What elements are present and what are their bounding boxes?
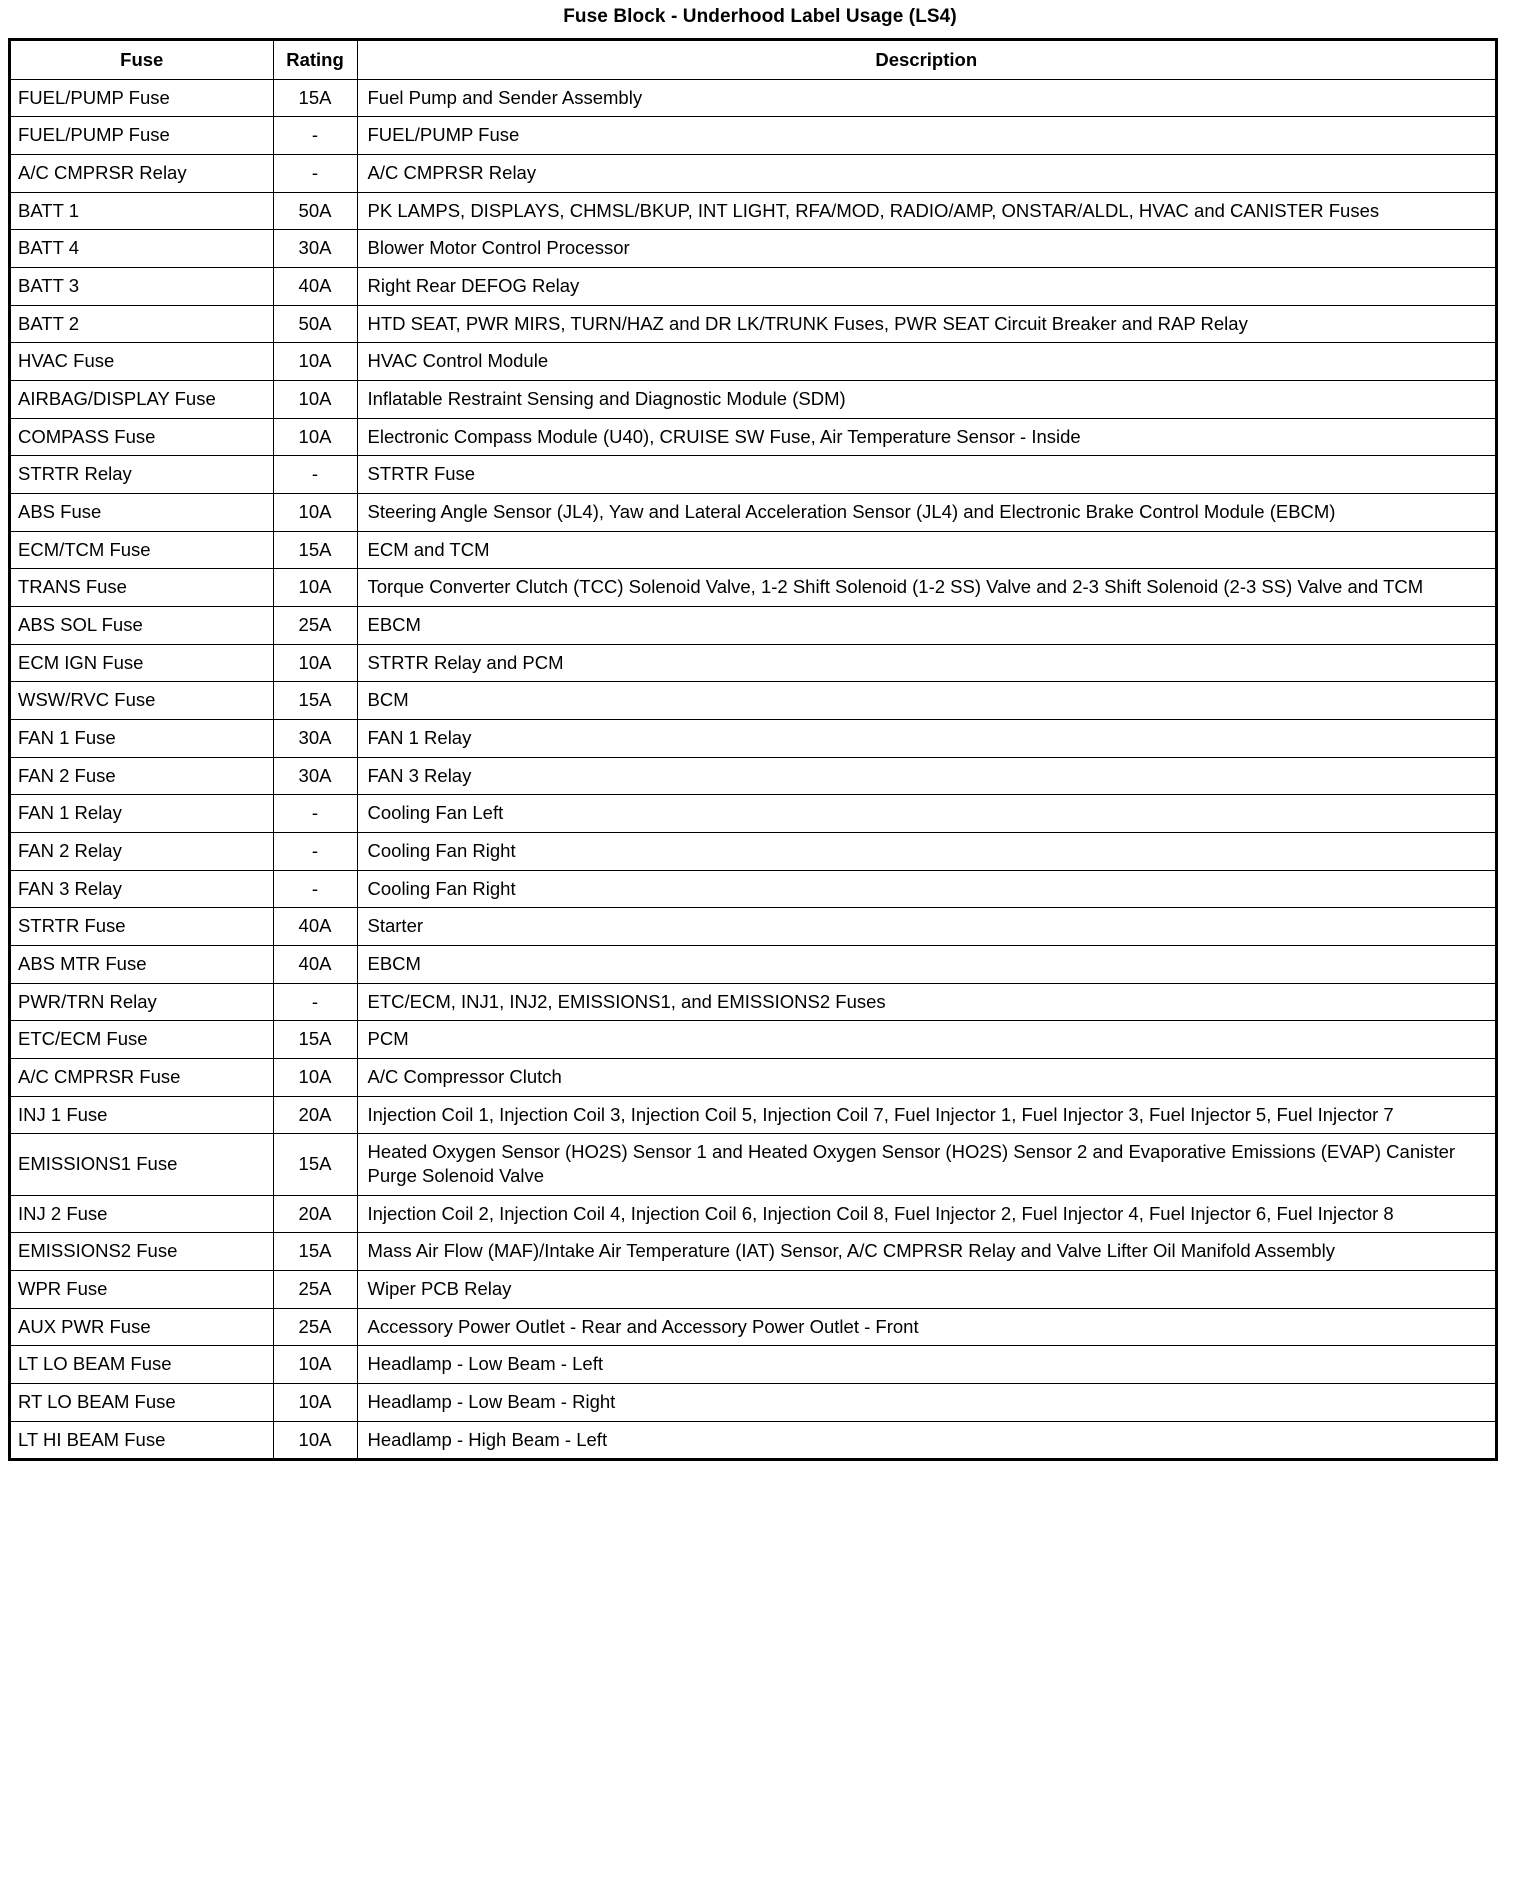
cell-description: EBCM bbox=[357, 945, 1495, 983]
cell-description: Fuel Pump and Sender Assembly bbox=[357, 79, 1495, 117]
cell-description: Headlamp - High Beam - Left bbox=[357, 1421, 1495, 1458]
cell-fuse: STRTR Relay bbox=[11, 456, 273, 494]
cell-description: Injection Coil 2, Injection Coil 4, Injection Coil 6, Injection Coil 8, Fuel Injector 2, Fuel Injector 4, Fuel Injector 6, Fuel Injector 8 bbox=[357, 1195, 1495, 1233]
cell-description: A/C CMPRSR Relay bbox=[357, 154, 1495, 192]
table-row bbox=[11, 1233, 1495, 1271]
cell-description: STRTR Relay and PCM bbox=[357, 644, 1495, 682]
table-row bbox=[11, 79, 1495, 117]
table-row bbox=[11, 1195, 1495, 1233]
cell-fuse: BATT 2 bbox=[11, 305, 273, 343]
column-header-description: Description bbox=[357, 41, 1495, 79]
cell-description: Cooling Fan Right bbox=[357, 832, 1495, 870]
cell-description: Injection Coil 1, Injection Coil 3, Injection Coil 5, Injection Coil 7, Fuel Injector 1, Fuel Injector 3, Fuel Injector 5, Fuel Injector 7 bbox=[357, 1096, 1495, 1134]
cell-fuse: STRTR Fuse bbox=[11, 908, 273, 946]
cell-description: Headlamp - Low Beam - Left bbox=[357, 1346, 1495, 1384]
cell-rating: 10A bbox=[273, 493, 357, 531]
cell-rating: 10A bbox=[273, 418, 357, 456]
cell-rating: 25A bbox=[273, 1308, 357, 1346]
cell-description: Wiper PCB Relay bbox=[357, 1271, 1495, 1309]
table-row bbox=[11, 117, 1495, 155]
cell-description: Cooling Fan Left bbox=[357, 795, 1495, 833]
cell-rating: 15A bbox=[273, 79, 357, 117]
cell-description: Headlamp - Low Beam - Right bbox=[357, 1384, 1495, 1422]
cell-fuse: FAN 1 Relay bbox=[11, 795, 273, 833]
cell-description: Cooling Fan Right bbox=[357, 870, 1495, 908]
cell-fuse: PWR/TRN Relay bbox=[11, 983, 273, 1021]
cell-description: Steering Angle Sensor (JL4), Yaw and Lateral Acceleration Sensor (JL4) and Electronic Brake Control Module (EBCM) bbox=[357, 493, 1495, 531]
table-row bbox=[11, 305, 1495, 343]
cell-fuse: BATT 3 bbox=[11, 267, 273, 305]
cell-rating: 50A bbox=[273, 192, 357, 230]
cell-fuse: FUEL/PUMP Fuse bbox=[11, 79, 273, 117]
cell-description: EBCM bbox=[357, 606, 1495, 644]
table-row bbox=[11, 908, 1495, 946]
cell-fuse: INJ 1 Fuse bbox=[11, 1096, 273, 1134]
cell-description: Blower Motor Control Processor bbox=[357, 230, 1495, 268]
table-row bbox=[11, 644, 1495, 682]
table-row bbox=[11, 1096, 1495, 1134]
cell-description: Inflatable Restraint Sensing and Diagnostic Module (SDM) bbox=[357, 380, 1495, 418]
cell-fuse: BATT 4 bbox=[11, 230, 273, 268]
cell-fuse: A/C CMPRSR Fuse bbox=[11, 1058, 273, 1096]
cell-fuse: HVAC Fuse bbox=[11, 343, 273, 381]
cell-fuse: EMISSIONS1 Fuse bbox=[11, 1134, 273, 1195]
cell-rating: 10A bbox=[273, 1346, 357, 1384]
cell-fuse: A/C CMPRSR Relay bbox=[11, 154, 273, 192]
cell-rating: - bbox=[273, 117, 357, 155]
fuse-usage-table bbox=[11, 41, 1495, 1458]
table-row bbox=[11, 795, 1495, 833]
cell-fuse: WSW/RVC Fuse bbox=[11, 682, 273, 720]
cell-fuse: FAN 3 Relay bbox=[11, 870, 273, 908]
cell-description: BCM bbox=[357, 682, 1495, 720]
cell-description: PK LAMPS, DISPLAYS, CHMSL/BKUP, INT LIGHT, RFA/MOD, RADIO/AMP, ONSTAR/ALDL, HVAC and CANISTER Fuses bbox=[357, 192, 1495, 230]
cell-fuse: ECM IGN Fuse bbox=[11, 644, 273, 682]
cell-description: PCM bbox=[357, 1021, 1495, 1059]
cell-rating: 15A bbox=[273, 682, 357, 720]
cell-description: FAN 3 Relay bbox=[357, 757, 1495, 795]
table-row bbox=[11, 1346, 1495, 1384]
cell-fuse: AIRBAG/DISPLAY Fuse bbox=[11, 380, 273, 418]
table-row bbox=[11, 1134, 1495, 1195]
cell-rating: 15A bbox=[273, 1021, 357, 1059]
cell-rating: - bbox=[273, 154, 357, 192]
cell-fuse: COMPASS Fuse bbox=[11, 418, 273, 456]
table-body bbox=[11, 79, 1495, 1458]
table-header bbox=[11, 41, 1495, 79]
cell-rating: 40A bbox=[273, 267, 357, 305]
cell-fuse: EMISSIONS2 Fuse bbox=[11, 1233, 273, 1271]
table-row bbox=[11, 569, 1495, 607]
table-row bbox=[11, 757, 1495, 795]
cell-rating: - bbox=[273, 795, 357, 833]
cell-rating: - bbox=[273, 983, 357, 1021]
cell-description: ETC/ECM, INJ1, INJ2, EMISSIONS1, and EMISSIONS2 Fuses bbox=[357, 983, 1495, 1021]
cell-description: Accessory Power Outlet - Rear and Accessory Power Outlet - Front bbox=[357, 1308, 1495, 1346]
cell-fuse: LT HI BEAM Fuse bbox=[11, 1421, 273, 1458]
column-header-fuse: Fuse bbox=[11, 41, 273, 79]
cell-rating: 25A bbox=[273, 606, 357, 644]
cell-rating: 40A bbox=[273, 945, 357, 983]
table-row bbox=[11, 343, 1495, 381]
cell-description: HVAC Control Module bbox=[357, 343, 1495, 381]
cell-fuse: ECM/TCM Fuse bbox=[11, 531, 273, 569]
cell-description: Electronic Compass Module (U40), CRUISE SW Fuse, Air Temperature Sensor - Inside bbox=[357, 418, 1495, 456]
cell-fuse: WPR Fuse bbox=[11, 1271, 273, 1309]
cell-rating: 10A bbox=[273, 569, 357, 607]
cell-rating: 10A bbox=[273, 1058, 357, 1096]
cell-rating: - bbox=[273, 456, 357, 494]
cell-rating: - bbox=[273, 832, 357, 870]
cell-description: Starter bbox=[357, 908, 1495, 946]
cell-description: Right Rear DEFOG Relay bbox=[357, 267, 1495, 305]
cell-rating: 10A bbox=[273, 343, 357, 381]
cell-rating: 30A bbox=[273, 719, 357, 757]
table-row bbox=[11, 945, 1495, 983]
table-row bbox=[11, 719, 1495, 757]
cell-description: A/C Compressor Clutch bbox=[357, 1058, 1495, 1096]
cell-fuse: BATT 1 bbox=[11, 192, 273, 230]
cell-fuse: LT LO BEAM Fuse bbox=[11, 1346, 273, 1384]
cell-rating: 10A bbox=[273, 1421, 357, 1458]
table-row bbox=[11, 380, 1495, 418]
cell-rating: - bbox=[273, 870, 357, 908]
cell-description: HTD SEAT, PWR MIRS, TURN/HAZ and DR LK/TRUNK Fuses, PWR SEAT Circuit Breaker and RAP Relay bbox=[357, 305, 1495, 343]
table-row bbox=[11, 1308, 1495, 1346]
cell-rating: 40A bbox=[273, 908, 357, 946]
cell-rating: 30A bbox=[273, 757, 357, 795]
cell-fuse: ABS MTR Fuse bbox=[11, 945, 273, 983]
cell-description: FAN 1 Relay bbox=[357, 719, 1495, 757]
cell-fuse: FAN 2 Fuse bbox=[11, 757, 273, 795]
cell-fuse: RT LO BEAM Fuse bbox=[11, 1384, 273, 1422]
cell-description: Torque Converter Clutch (TCC) Solenoid Valve, 1-2 Shift Solenoid (1-2 SS) Valve and 2-3 Shift Solenoid (2-3 SS) Valve and TCM bbox=[357, 569, 1495, 607]
cell-fuse: FUEL/PUMP Fuse bbox=[11, 117, 273, 155]
cell-rating: 15A bbox=[273, 1134, 357, 1195]
cell-fuse: TRANS Fuse bbox=[11, 569, 273, 607]
table-row bbox=[11, 267, 1495, 305]
cell-description: Mass Air Flow (MAF)/Intake Air Temperature (IAT) Sensor, A/C CMPRSR Relay and Valve Lifter Oil Manifold Assembly bbox=[357, 1233, 1495, 1271]
cell-fuse: FAN 1 Fuse bbox=[11, 719, 273, 757]
table-row bbox=[11, 1421, 1495, 1458]
table-row bbox=[11, 1384, 1495, 1422]
table-row bbox=[11, 606, 1495, 644]
table-row bbox=[11, 682, 1495, 720]
cell-description: ECM and TCM bbox=[357, 531, 1495, 569]
cell-description: FUEL/PUMP Fuse bbox=[357, 117, 1495, 155]
cell-fuse: INJ 2 Fuse bbox=[11, 1195, 273, 1233]
cell-fuse: ABS SOL Fuse bbox=[11, 606, 273, 644]
table-row bbox=[11, 192, 1495, 230]
cell-rating: 10A bbox=[273, 380, 357, 418]
table-row bbox=[11, 230, 1495, 268]
column-header-rating: Rating bbox=[273, 41, 357, 79]
cell-rating: 15A bbox=[273, 531, 357, 569]
cell-rating: 10A bbox=[273, 1384, 357, 1422]
cell-rating: 50A bbox=[273, 305, 357, 343]
table-row bbox=[11, 1271, 1495, 1309]
table-row bbox=[11, 418, 1495, 456]
cell-rating: 25A bbox=[273, 1271, 357, 1309]
cell-fuse: ETC/ECM Fuse bbox=[11, 1021, 273, 1059]
table-header-row bbox=[11, 41, 1495, 79]
table-row bbox=[11, 870, 1495, 908]
cell-description: STRTR Fuse bbox=[357, 456, 1495, 494]
cell-rating: 20A bbox=[273, 1096, 357, 1134]
cell-fuse: FAN 2 Relay bbox=[11, 832, 273, 870]
table-row bbox=[11, 456, 1495, 494]
fuse-table-container bbox=[8, 38, 1498, 1461]
cell-fuse: AUX PWR Fuse bbox=[11, 1308, 273, 1346]
table-row bbox=[11, 1058, 1495, 1096]
table-row bbox=[11, 154, 1495, 192]
cell-rating: 30A bbox=[273, 230, 357, 268]
cell-rating: 10A bbox=[273, 644, 357, 682]
table-row bbox=[11, 1021, 1495, 1059]
cell-description: Heated Oxygen Sensor (HO2S) Sensor 1 and Heated Oxygen Sensor (HO2S) Sensor 2 and Evaporative Emissions (EVAP) Canister Purge Solenoid Valve bbox=[357, 1134, 1495, 1195]
table-row bbox=[11, 832, 1495, 870]
cell-rating: 15A bbox=[273, 1233, 357, 1271]
table-row bbox=[11, 493, 1495, 531]
cell-rating: 20A bbox=[273, 1195, 357, 1233]
table-row bbox=[11, 531, 1495, 569]
table-row bbox=[11, 983, 1495, 1021]
page-title: Fuse Block - Underhood Label Usage (LS4) bbox=[563, 6, 957, 27]
cell-fuse: ABS Fuse bbox=[11, 493, 273, 531]
